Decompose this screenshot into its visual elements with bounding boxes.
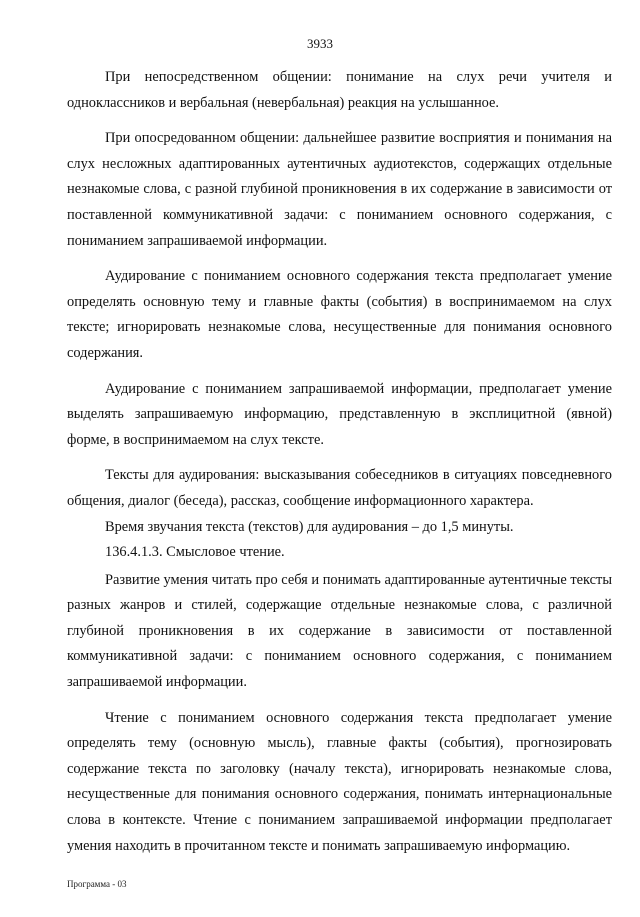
- paragraph-listening-texts: Тексты для аудирования: высказывания собеседников в ситуациях повседневного общения, диалог (беседа), рассказ, сообщение информационного характера.: [67, 467, 612, 509]
- paragraph-direct-communication: При непосредственном общении: понимание на слух речи учителя и одноклассников и вербальная (невербальная) реакция на услышанное.: [67, 69, 612, 111]
- page-footer: Программа - 03: [67, 879, 127, 889]
- paragraph-reading-development: Развитие умения читать про себя и понимать адаптированные аутентичные тексты разных жанров и стилей, содержащие отдельные незнакомые слова, с различной глубиной проникновения в их содержание в зависимости от поставленной коммуникативной задачи: с пониманием основного содержания, с пониманием запрашиваемой информации.: [67, 571, 612, 691]
- paragraph-reading-main-content: Чтение с пониманием основного содержания текста предполагает умение определять тему (основную мысль), главные факты (события), прогнозировать содержание текста по заголовку (началу текста), игнорировать незнакомые слова, несущественные для понимания основного содержания, понимать интернациональные слова в контексте. Чтение с пониманием запрашиваемой информации предполагает умения находить в прочитанном тексте и понимать запрашиваемую информацию.: [67, 709, 612, 854]
- paragraph-listening-main-content: Аудирование с пониманием основного содержания текста предполагает умение определять основную тему и главные факты (события) в воспринимаемом на слух тексте; игнорировать незнакомые слова, несущественные для понимания основного содержания.: [67, 268, 612, 361]
- paragraph-mediated-communication: При опосредованном общении: дальнейшее развитие восприятия и понимания на слух несложных адаптированных аутентичных аудиотекстов, содержащих отдельные незнакомые слова, с разной глубиной проникновения в их содержание в зависимости от поставленной коммуникативной задачи: с пониманием основного содержания, с пониманием запрашиваемой информации.: [67, 130, 612, 249]
- page-number: 3933: [307, 36, 333, 51]
- paragraph-listening-duration: Время звучания текста (текстов) для аудирования – до 1,5 минуты.: [105, 518, 514, 535]
- section-heading-semantic-reading: 136.4.1.3. Смысловое чтение.: [105, 544, 285, 561]
- paragraph-listening-requested-info: Аудирование с пониманием запрашиваемой информации, предполагает умение выделять запрашиваемую информацию, представленную в эксплицитной (явной) форме, в воспринимаемом на слух тексте.: [67, 380, 612, 448]
- document-body: [67, 65, 612, 859]
